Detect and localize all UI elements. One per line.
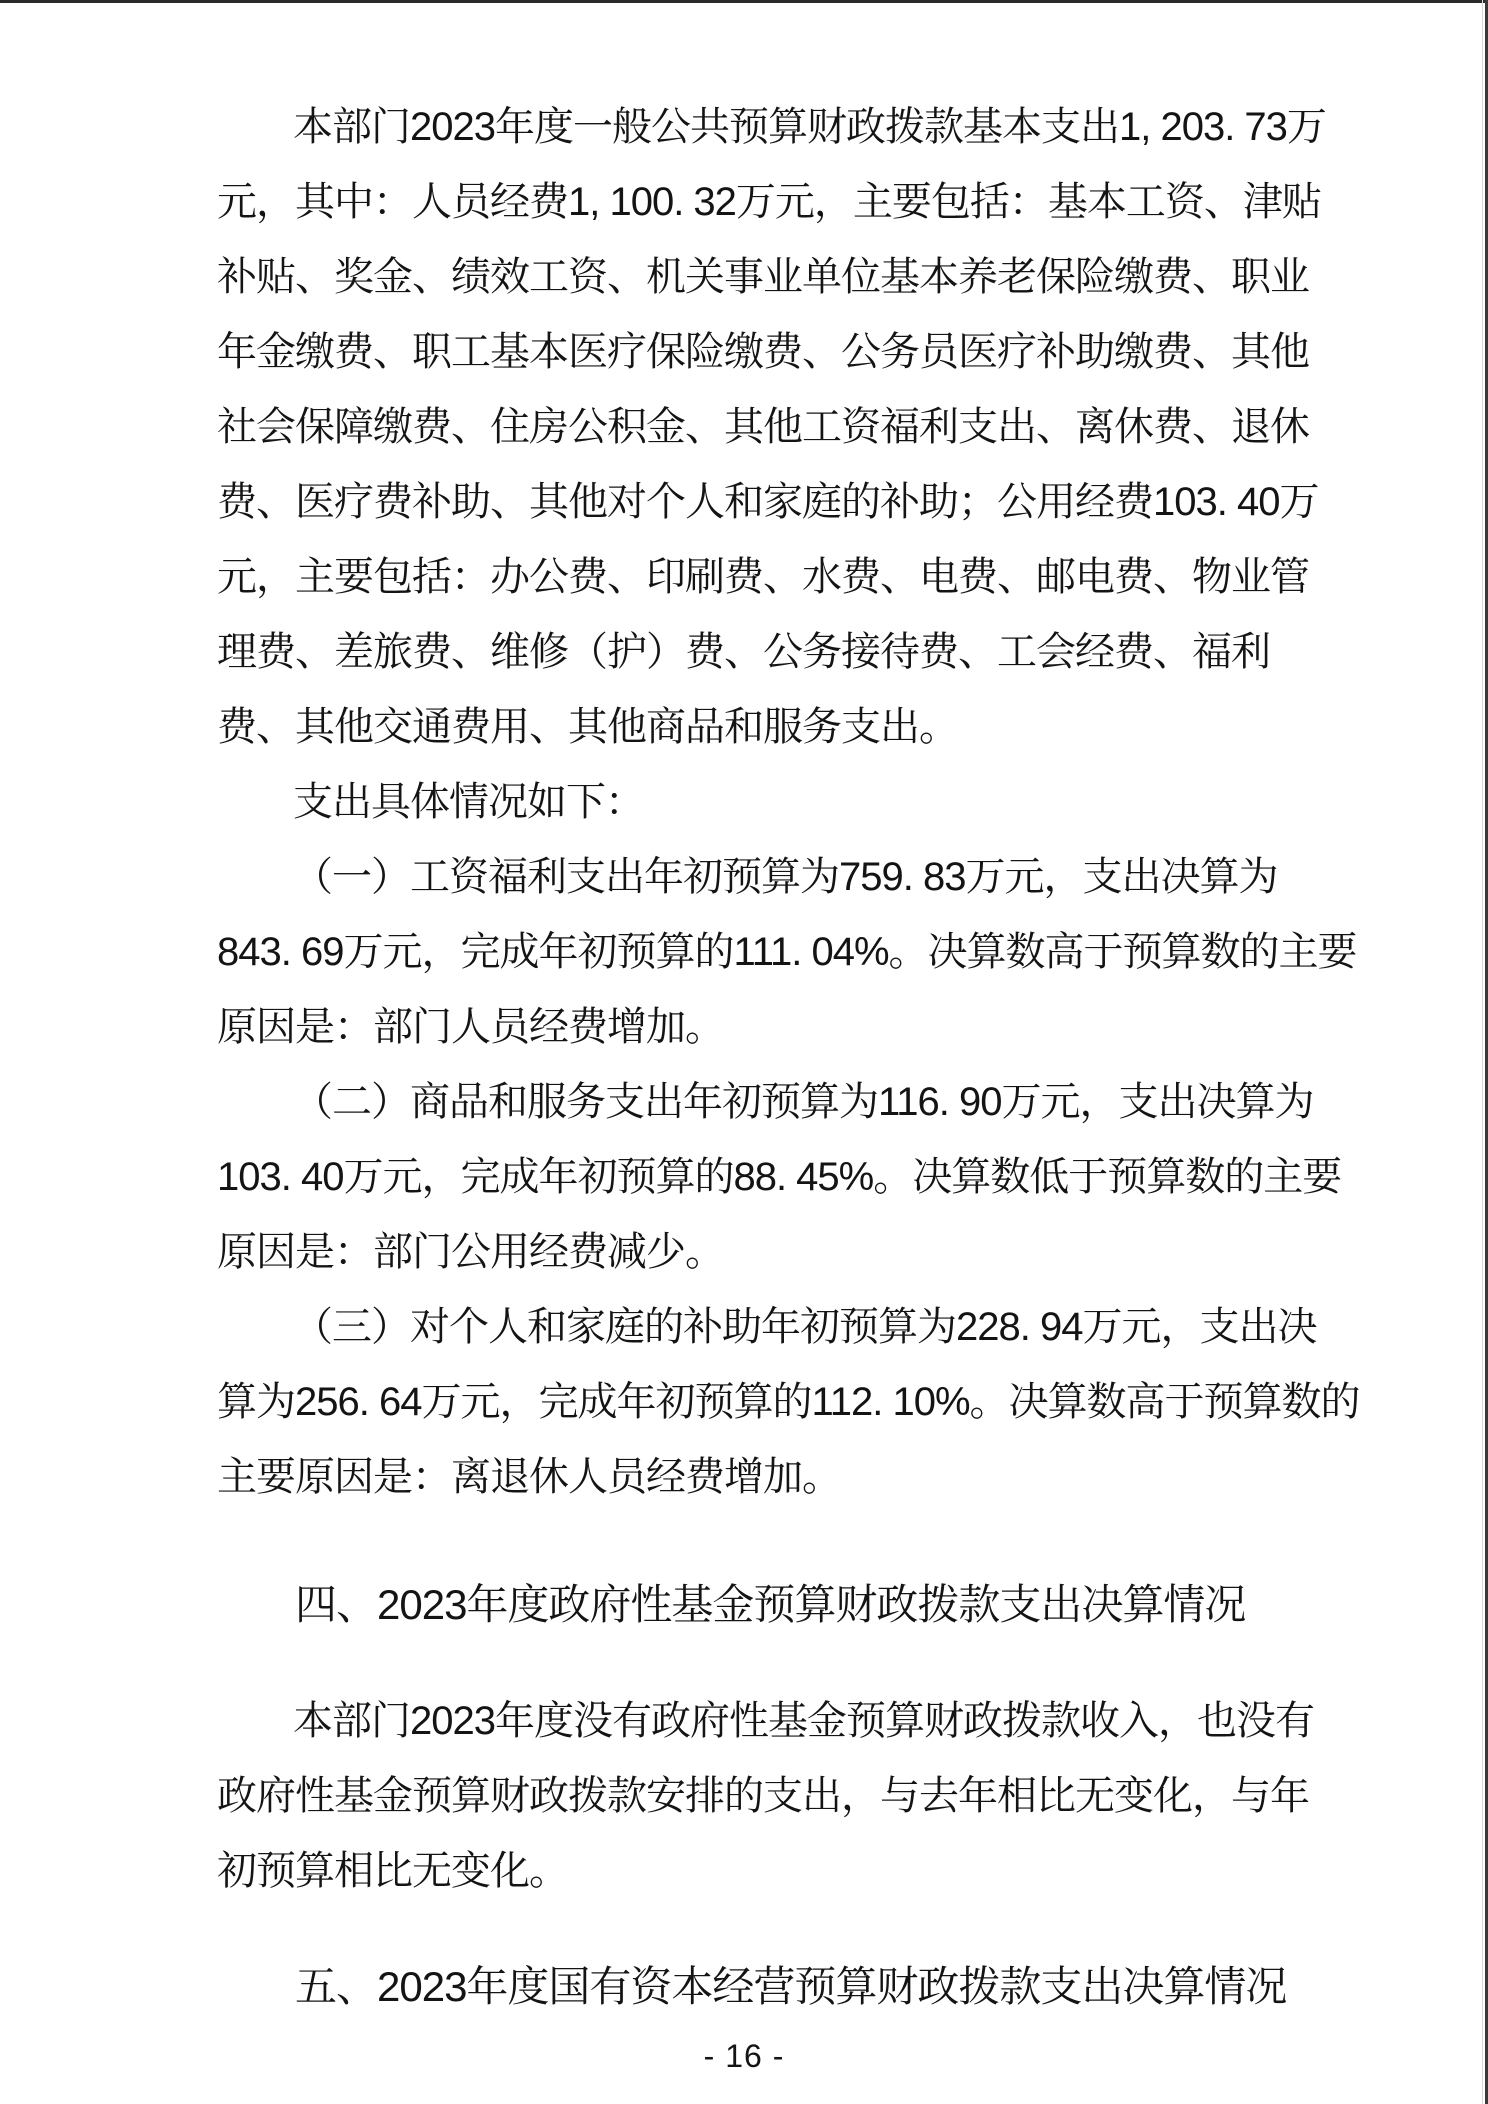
text-line: 费、医疗费补助、其他对个人和家庭的补助；公用经费103. 40万 xyxy=(217,480,1319,524)
text-line: （二）商品和服务支出年初预算为116. 90万元，支出决算为 xyxy=(293,1080,1314,1124)
text-line: 算为256. 64万元，完成年初预算的112. 10%。决算数高于预算数的 xyxy=(217,1380,1360,1424)
section-heading: 五、2023年度国有资本经营预算财政拨款支出决算情况 xyxy=(295,1963,1287,2010)
text-line: 本部门2023年度一般公共预算财政拨款基本支出1, 203. 73万 xyxy=(293,105,1326,149)
text-line: 元，主要包括：办公费、印刷费、水费、电费、邮电费、物业管 xyxy=(217,555,1309,599)
text-line: 补贴、奖金、绩效工资、机关事业单位基本养老保险缴费、职业 xyxy=(217,255,1309,299)
text-line: 主要原因是：离退休人员经费增加。 xyxy=(217,1455,841,1499)
text-line: 元，其中：人员经费1, 100. 32万元，主要包括：基本工资、津贴 xyxy=(217,180,1321,224)
text-line: 初预算相比无变化。 xyxy=(217,1849,568,1893)
text-line: 843. 69万元，完成年初预算的111. 04%。决算数高于预算数的主要 xyxy=(217,930,1357,974)
text-line: 理费、差旅费、维修（护）费、公务接待费、工会经费、福利 xyxy=(217,630,1270,674)
text-line: 本部门2023年度没有政府性基金预算财政拨款收入，也没有 xyxy=(293,1699,1314,1743)
text-line: 原因是：部门人员经费增加。 xyxy=(217,1005,724,1049)
text-line: 年金缴费、职工基本医疗保险缴费、公务员医疗补助缴费、其他 xyxy=(217,330,1309,374)
section-heading: 四、2023年度政府性基金预算财政拨款支出决算情况 xyxy=(295,1581,1246,1628)
text-line: 社会保障缴费、住房公积金、其他工资福利支出、离休费、退休 xyxy=(217,405,1309,449)
scan-edge-top xyxy=(0,0,1488,3)
text-line: （三）对个人和家庭的补助年初预算为228. 94万元，支出决 xyxy=(293,1305,1317,1349)
document-body xyxy=(217,90,1360,2024)
page-number: - 16 - xyxy=(703,2038,785,2074)
text-line: 费、其他交通费用、其他商品和服务支出。 xyxy=(217,705,958,749)
text-line: 103. 40万元，完成年初预算的88. 45%。决算数低于预算数的主要 xyxy=(217,1155,1342,1199)
text-line: 政府性基金预算财政拨款安排的支出，与去年相比无变化，与年 xyxy=(217,1774,1309,1818)
text-line: 原因是：部门公用经费减少。 xyxy=(217,1230,724,1274)
text-line: 支出具体情况如下： xyxy=(293,780,644,824)
scan-edge-right-faint xyxy=(1482,0,1483,2104)
text-line: （一）工资福利支出年初预算为759. 83万元，支出决算为 xyxy=(293,855,1278,899)
